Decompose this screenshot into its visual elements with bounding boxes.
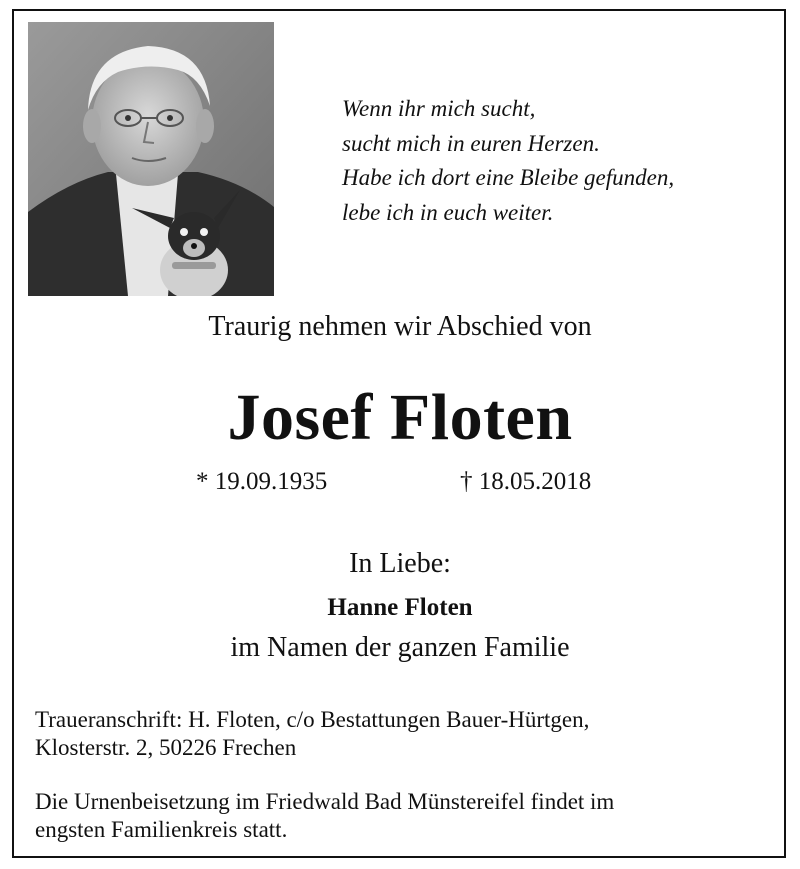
portrait-photo: [28, 22, 274, 296]
signer-name: Hanne Floten: [327, 594, 473, 621]
birth-date: * 19.09.1935: [196, 468, 328, 495]
deceased-name: Josef Floten: [227, 381, 573, 454]
burial-line: Die Urnenbeisetzung im Friedwald Bad Münstereifel findet im: [35, 789, 615, 814]
intro-text: Traurig nehmen wir Abschied von: [208, 311, 592, 342]
memorial-poem: [342, 92, 772, 230]
poem-line: lebe ich in euch weiter.: [342, 199, 554, 225]
family-note: im Namen der ganzen Familie: [230, 632, 570, 663]
burial-line: engsten Familienkreis statt.: [35, 817, 288, 842]
poem-line: Wenn ihr mich sucht,: [342, 96, 536, 121]
address-line: Klosterstr. 2, 50226 Frechen: [35, 735, 297, 760]
address-line: Traueranschrift: H. Floten, c/o Bestattungen Bauer-Hürtgen,: [35, 707, 590, 732]
mourning-address: [35, 706, 775, 762]
burial-notice: [35, 788, 775, 844]
poem-line: sucht mich in euren Herzen.: [342, 130, 600, 156]
death-date: † 18.05.2018: [460, 468, 592, 495]
mourners-heading: In Liebe:: [349, 548, 451, 579]
poem-line: Habe ich dort eine Bleibe gefunden,: [342, 165, 675, 190]
